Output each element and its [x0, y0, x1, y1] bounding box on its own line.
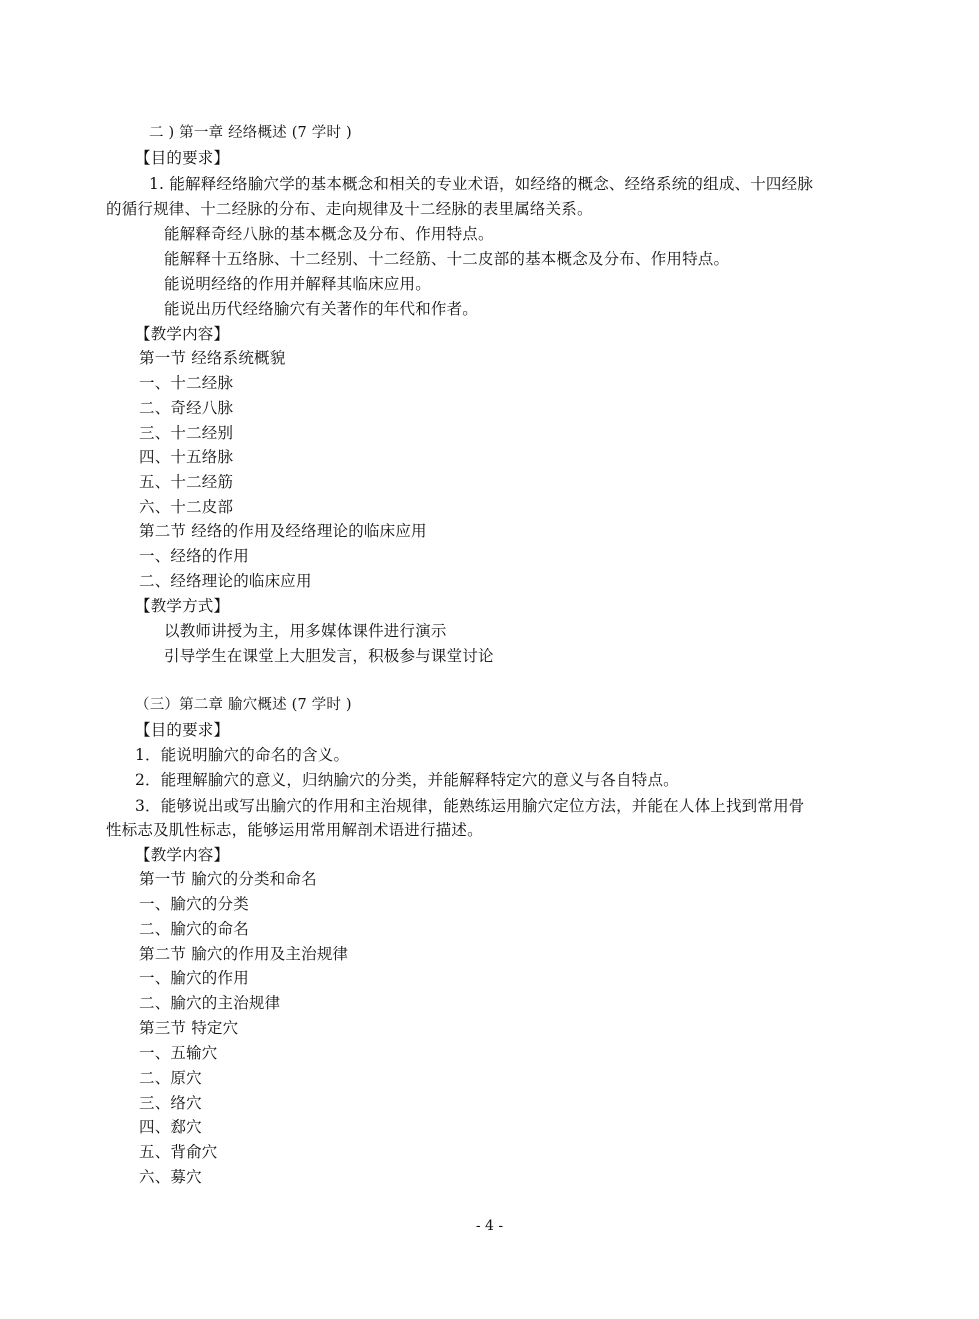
section3-content-item: 一、腧穴的分类	[139, 895, 249, 913]
section2-objectives-label: 【目的要求】	[135, 149, 230, 167]
section3-content-item: 第一节 腧穴的分类和命名	[139, 870, 317, 888]
page-number: - 4 -	[475, 1218, 504, 1234]
section3-objective-3-line2: 性标志及肌性标志，能够运用常用解剖术语进行描述。	[106, 821, 483, 839]
section2-objective-2: 能解释奇经八脉的基本概念及分布、作用特点。	[164, 225, 494, 243]
section3-content-item: 二、腧穴的命名	[139, 920, 249, 938]
section2-content-item: 二、奇经八脉	[139, 399, 234, 417]
section3-content-label: 【教学内容】	[135, 846, 230, 864]
section2-content-item: 一、经络的作用	[139, 547, 249, 565]
section3-objectives-label: 【目的要求】	[135, 721, 230, 739]
section3-content-item: 第三节 特定穴	[139, 1019, 239, 1037]
section3-content-item: 六、募穴	[139, 1168, 202, 1186]
section3-content-item: 二、原穴	[139, 1069, 202, 1087]
section3-content-item: 二、腧穴的主治规律	[139, 994, 281, 1012]
section3-content-item: 五、背俞穴	[139, 1143, 218, 1161]
section2-objective-1-line1: 1. 能解释经络腧穴学的基本概念和相关的专业术语，如经络的概念、经络系统的组成、十四经脉	[149, 175, 814, 193]
section2-content-item: 五、十二经筋	[139, 473, 234, 491]
section2-method-label: 【教学方式】	[135, 597, 230, 615]
section2-content-item: 二、经络理论的临床应用	[139, 572, 312, 590]
section2-method-2: 引导学生在课堂上大胆发言，积极参与课堂讨论	[164, 647, 494, 665]
section2-objective-5: 能说出历代经络腧穴有关著作的年代和作者。	[164, 300, 479, 318]
section2-content-item: 第二节 经络的作用及经络理论的临床应用	[139, 522, 427, 540]
section2-content-item: 四、十五络脉	[139, 448, 234, 466]
section2-content-item: 第一节 经络系统概貌	[139, 349, 286, 367]
section3-content-item: 一、腧穴的作用	[139, 969, 249, 987]
section2-heading: 二 ) 第一章 经络概述 (7 学时 )	[149, 125, 352, 141]
section3-content-item: 四、郄穴	[139, 1118, 202, 1136]
section2-content-item: 三、十二经别	[139, 424, 234, 442]
section2-objective-1-line2: 的循行规律、十二经脉的分布、走向规律及十二经脉的表里属络关系。	[106, 200, 593, 218]
section2-objective-3: 能解释十五络脉、十二经别、十二经筋、十二皮部的基本概念及分布、作用特点。	[164, 250, 730, 268]
section2-content-label: 【教学内容】	[135, 325, 230, 343]
section2-objective-4: 能说明经络的作用并解释其临床应用。	[164, 275, 431, 293]
section3-content-item: 第二节 腧穴的作用及主治规律	[139, 945, 349, 963]
section3-content-item: 三、络穴	[139, 1094, 202, 1112]
section2-content-item: 一、十二经脉	[139, 374, 234, 392]
section2-content-item: 六、十二皮部	[139, 498, 234, 516]
section2-method-1: 以教师讲授为主，用多媒体课件进行演示	[164, 622, 447, 640]
section3-objective-3-line1: 3．能够说出或写出腧穴的作用和主治规律，能熟练运用腧穴定位方法，并能在人体上找到常用骨	[135, 797, 805, 815]
section3-objective-1: 1．能说明腧穴的命名的含义。	[135, 746, 350, 764]
section3-objective-2: 2．能理解腧穴的意义，归纳腧穴的分类，并能解释特定穴的意义与各自特点。	[135, 771, 679, 789]
section3-content-item: 一、五输穴	[139, 1044, 218, 1062]
section3-heading: （三）第二章 腧穴概述 (7 学时 )	[135, 697, 352, 713]
